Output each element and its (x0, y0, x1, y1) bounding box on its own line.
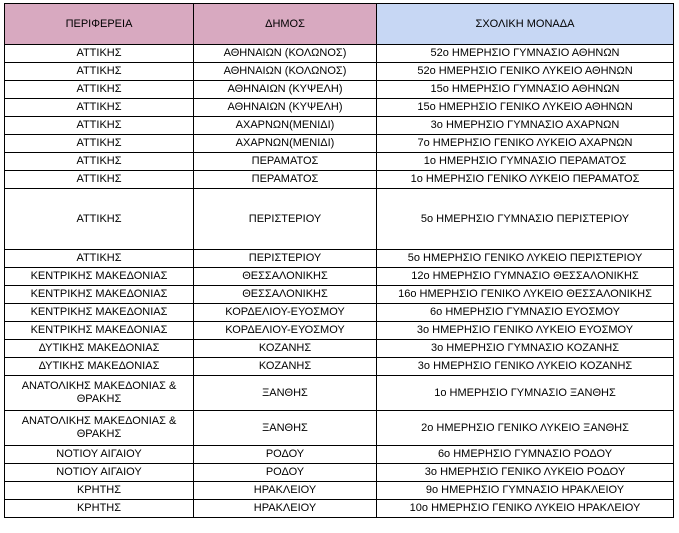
cell-municipality: ΘΕΣΣΑΛΟΝΙΚΗΣ (194, 268, 377, 286)
table-row (5, 358, 674, 376)
cell-region: ΑΝΑΤΟΛΙΚΗΣ ΜΑΚΕΔΟΝΙΑΣ & ΘΡΑΚΗΣ (5, 411, 194, 446)
cell-municipality: ΑΧΑΡΝΩΝ(ΜΕΝΙΔΙ) (194, 117, 377, 135)
cell-region: ΑΤΤΙΚΗΣ (5, 117, 194, 135)
cell-school: 1ο ΗΜΕΡΗΣΙΟ ΓΕΝΙΚΟ ΛΥΚΕΙΟ ΠΕΡΑΜΑΤΟΣ (377, 171, 674, 189)
cell-region: ΑΤΤΙΚΗΣ (5, 81, 194, 99)
cell-municipality: ΠΕΡΑΜΑΤΟΣ (194, 153, 377, 171)
cell-school: 52ο ΗΜΕΡΗΣΙΟ ΓΥΜΝΑΣΙΟ ΑΘΗΝΩΝ (377, 45, 674, 63)
cell-school: 3ο ΗΜΕΡΗΣΙΟ ΓΕΝΙΚΟ ΛΥΚΕΙΟ ΚΟΖΑΝΗΣ (377, 358, 674, 376)
cell-region: ΑΤΤΙΚΗΣ (5, 189, 194, 250)
cell-school: 15ο ΗΜΕΡΗΣΙΟ ΓΕΝΙΚΟ ΛΥΚΕΙΟ ΑΘΗΝΩΝ (377, 99, 674, 117)
cell-school: 5ο ΗΜΕΡΗΣΙΟ ΓΕΝΙΚΟ ΛΥΚΕΙΟ ΠΕΡΙΣΤΕΡΙΟΥ (377, 250, 674, 268)
table-body (5, 45, 674, 518)
cell-region: ΚΕΝΤΡΙΚΗΣ ΜΑΚΕΔΟΝΙΑΣ (5, 322, 194, 340)
cell-school: 15ο ΗΜΕΡΗΣΙΟ ΓΥΜΝΑΣΙΟ ΑΘΗΝΩΝ (377, 81, 674, 99)
table-row (5, 99, 674, 117)
cell-school: 1ο ΗΜΕΡΗΣΙΟ ΓΥΜΝΑΣΙΟ ΞΑΝΘΗΣ (377, 376, 674, 411)
table-row (5, 135, 674, 153)
cell-school: 3ο ΗΜΕΡΗΣΙΟ ΓΕΝΙΚΟ ΛΥΚΕΙΟ ΡΟΔΟΥ (377, 464, 674, 482)
cell-municipality: ΑΘΗΝΑΙΩΝ (ΚΥΨΕΛΗ) (194, 99, 377, 117)
cell-school: 10ο ΗΜΕΡΗΣΙΟ ΓΕΝΙΚΟ ΛΥΚΕΙΟ ΗΡΑΚΛΕΙΟΥ (377, 500, 674, 518)
table-row (5, 117, 674, 135)
cell-municipality: ΑΘΗΝΑΙΩΝ (ΚΟΛΩΝΟΣ) (194, 63, 377, 81)
cell-municipality: ΑΘΗΝΑΙΩΝ (ΚΟΛΩΝΟΣ) (194, 45, 377, 63)
table-row (5, 268, 674, 286)
cell-region: ΚΕΝΤΡΙΚΗΣ ΜΑΚΕΔΟΝΙΑΣ (5, 304, 194, 322)
cell-region: ΑΤΤΙΚΗΣ (5, 250, 194, 268)
cell-region: ΔΥΤΙΚΗΣ ΜΑΚΕΔΟΝΙΑΣ (5, 340, 194, 358)
table-row (5, 464, 674, 482)
cell-municipality: ΞΑΝΘΗΣ (194, 411, 377, 446)
table-row (5, 286, 674, 304)
table-row (5, 304, 674, 322)
cell-school: 3ο ΗΜΕΡΗΣΙΟ ΓΥΜΝΑΣΙΟ ΑΧΑΡΝΩΝ (377, 117, 674, 135)
cell-region: ΑΤΤΙΚΗΣ (5, 99, 194, 117)
cell-municipality: ΚΟΡΔΕΛΙΟΥ-ΕΥΟΣΜΟΥ (194, 322, 377, 340)
table-row (5, 376, 674, 411)
cell-region: ΝΟΤΙΟΥ ΑΙΓΑΙΟΥ (5, 464, 194, 482)
cell-region: ΑΝΑΤΟΛΙΚΗΣ ΜΑΚΕΔΟΝΙΑΣ & ΘΡΑΚΗΣ (5, 376, 194, 411)
schools-table (4, 3, 674, 518)
table-row (5, 322, 674, 340)
cell-municipality: ΠΕΡΙΣΤΕΡΙΟΥ (194, 189, 377, 250)
header-municipality: ΔΗΜΟΣ (194, 4, 377, 45)
table-row (5, 81, 674, 99)
cell-municipality: ΑΘΗΝΑΙΩΝ (ΚΥΨΕΛΗ) (194, 81, 377, 99)
cell-municipality: ΠΕΡΙΣΤΕΡΙΟΥ (194, 250, 377, 268)
cell-school: 52ο ΗΜΕΡΗΣΙΟ ΓΕΝΙΚΟ ΛΥΚΕΙΟ ΑΘΗΝΩΝ (377, 63, 674, 81)
cell-region: ΑΤΤΙΚΗΣ (5, 63, 194, 81)
cell-municipality: ΚΟΡΔΕΛΙΟΥ-ΕΥΟΣΜΟΥ (194, 304, 377, 322)
cell-school: 3ο ΗΜΕΡΗΣΙΟ ΓΥΜΝΑΣΙΟ ΚΟΖΑΝΗΣ (377, 340, 674, 358)
cell-municipality: ΞΑΝΘΗΣ (194, 376, 377, 411)
table-row (5, 411, 674, 446)
cell-municipality: ΗΡΑΚΛΕΙΟΥ (194, 482, 377, 500)
cell-school: 7ο ΗΜΕΡΗΣΙΟ ΓΕΝΙΚΟ ΛΥΚΕΙΟ ΑΧΑΡΝΩΝ (377, 135, 674, 153)
cell-municipality: ΚΟΖΑΝΗΣ (194, 358, 377, 376)
cell-municipality: ΘΕΣΣΑΛΟΝΙΚΗΣ (194, 286, 377, 304)
table-row (5, 340, 674, 358)
cell-school: 9ο ΗΜΕΡΗΣΙΟ ΓΥΜΝΑΣΙΟ ΗΡΑΚΛΕΙΟΥ (377, 482, 674, 500)
cell-municipality: ΑΧΑΡΝΩΝ(ΜΕΝΙΔΙ) (194, 135, 377, 153)
cell-region: ΔΥΤΙΚΗΣ ΜΑΚΕΔΟΝΙΑΣ (5, 358, 194, 376)
cell-region: ΑΤΤΙΚΗΣ (5, 153, 194, 171)
table-row (5, 446, 674, 464)
header-row (5, 4, 674, 45)
header-region: ΠΕΡΙΦΕΡΕΙΑ (5, 4, 194, 45)
table-row (5, 500, 674, 518)
cell-school: 12ο ΗΜΕΡΗΣΙΟ ΓΥΜΝΑΣΙΟ ΘΕΣΣΑΛΟΝΙΚΗΣ (377, 268, 674, 286)
cell-municipality: ΗΡΑΚΛΕΙΟΥ (194, 500, 377, 518)
cell-region: ΚΕΝΤΡΙΚΗΣ ΜΑΚΕΔΟΝΙΑΣ (5, 268, 194, 286)
cell-school: 6ο ΗΜΕΡΗΣΙΟ ΓΥΜΝΑΣΙΟ ΡΟΔΟΥ (377, 446, 674, 464)
cell-municipality: ΡΟΔΟΥ (194, 446, 377, 464)
cell-region: ΝΟΤΙΟΥ ΑΙΓΑΙΟΥ (5, 446, 194, 464)
table-row (5, 171, 674, 189)
table-row (5, 482, 674, 500)
cell-school: 6ο ΗΜΕΡΗΣΙΟ ΓΥΜΝΑΣΙΟ ΕΥΟΣΜΟΥ (377, 304, 674, 322)
table-row (5, 250, 674, 268)
table-row (5, 189, 674, 250)
cell-region: ΚΡΗΤΗΣ (5, 482, 194, 500)
cell-region: ΑΤΤΙΚΗΣ (5, 135, 194, 153)
cell-region: ΚΡΗΤΗΣ (5, 500, 194, 518)
table-row (5, 153, 674, 171)
cell-school: 2ο ΗΜΕΡΗΣΙΟ ΓΕΝΙΚΟ ΛΥΚΕΙΟ ΞΑΝΘΗΣ (377, 411, 674, 446)
cell-municipality: ΡΟΔΟΥ (194, 464, 377, 482)
cell-municipality: ΠΕΡΑΜΑΤΟΣ (194, 171, 377, 189)
cell-school: 3ο ΗΜΕΡΗΣΙΟ ΓΕΝΙΚΟ ΛΥΚΕΙΟ ΕΥΟΣΜΟΥ (377, 322, 674, 340)
table-row (5, 45, 674, 63)
cell-school: 1ο ΗΜΕΡΗΣΙΟ ΓΥΜΝΑΣΙΟ ΠΕΡΑΜΑΤΟΣ (377, 153, 674, 171)
cell-region: ΑΤΤΙΚΗΣ (5, 45, 194, 63)
cell-region: ΑΤΤΙΚΗΣ (5, 171, 194, 189)
table-row (5, 63, 674, 81)
header-school: ΣΧΟΛΙΚΗ ΜΟΝΑΔΑ (377, 4, 674, 45)
cell-municipality: ΚΟΖΑΝΗΣ (194, 340, 377, 358)
cell-region: ΚΕΝΤΡΙΚΗΣ ΜΑΚΕΔΟΝΙΑΣ (5, 286, 194, 304)
cell-school: 5ο ΗΜΕΡΗΣΙΟ ΓΥΜΝΑΣΙΟ ΠΕΡΙΣΤΕΡΙΟΥ (377, 189, 674, 250)
cell-school: 16ο ΗΜΕΡΗΣΙΟ ΓΕΝΙΚΟ ΛΥΚΕΙΟ ΘΕΣΣΑΛΟΝΙΚΗΣ (377, 286, 674, 304)
